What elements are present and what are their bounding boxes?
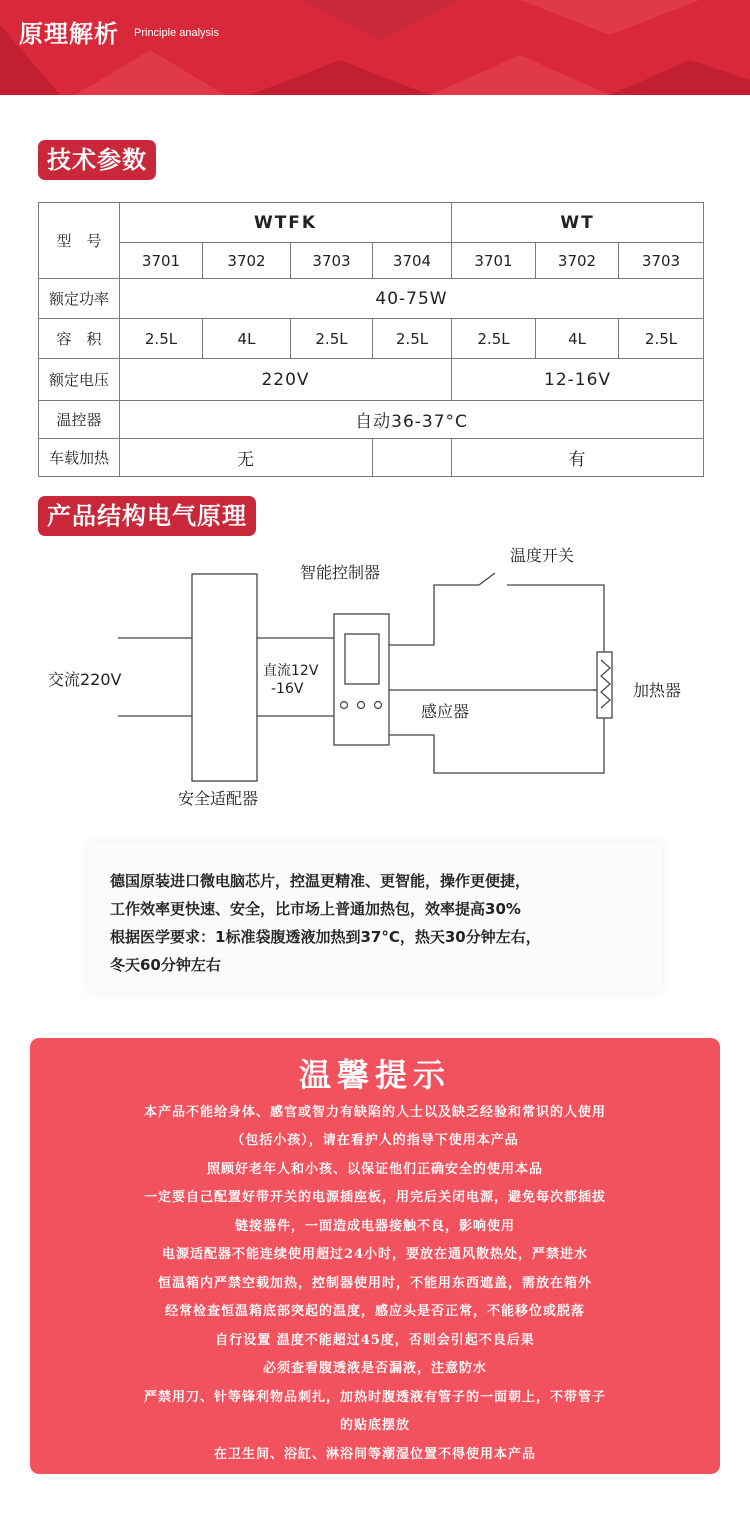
volume-cell: 2.5L bbox=[452, 319, 536, 359]
car-heating-label: 车载加热 bbox=[39, 439, 120, 477]
tip-line: 经常检查恒温箱底部突起的温度，感应头是否正常，不能移位或脱落 bbox=[164, 1304, 585, 1319]
description-line: 根据医学要求：1标准袋腹透液加热到37°C，热天30分钟左右， bbox=[110, 928, 541, 946]
volume-cell: 2.5L bbox=[120, 319, 203, 359]
car-heating-value: 无 bbox=[120, 439, 373, 477]
group-header: WTFK bbox=[120, 203, 452, 243]
thermostat-value: 自动36-37°C bbox=[120, 401, 704, 439]
voltage-value: 220V bbox=[120, 359, 452, 401]
heater-label: 加热器 bbox=[633, 681, 682, 700]
description-line: 工作效率更快速、安全，比市场上普通加热包，效率提高30% bbox=[110, 900, 521, 918]
circuit-section-title: 产品结构电气原理 bbox=[38, 496, 256, 536]
volume-cell: 4L bbox=[536, 319, 619, 359]
power-label: 额定功率 bbox=[39, 279, 120, 319]
tip-line: （包括小孩），请在看护人的指导下使用本产品 bbox=[231, 1133, 519, 1148]
circuit-diagram bbox=[0, 540, 750, 830]
model-cell: 3701 bbox=[452, 243, 536, 279]
tip-line: 的贴底摆放 bbox=[339, 1418, 410, 1433]
model-cell: 3702 bbox=[536, 243, 619, 279]
dc-label: 直流12V bbox=[263, 663, 319, 679]
voltage-label: 额定电压 bbox=[39, 359, 120, 401]
model-cell: 3702 bbox=[203, 243, 291, 279]
volume-cell: 4L bbox=[203, 319, 291, 359]
model-cell: 3701 bbox=[120, 243, 203, 279]
tips-title: 温馨提示 bbox=[298, 1056, 451, 1094]
description-line: 冬天60分钟左右 bbox=[110, 956, 221, 974]
spec-table bbox=[38, 202, 704, 477]
voltage-value: 12-16V bbox=[452, 359, 704, 401]
tip-line: 必须查看腹透液是否漏液，注意防水 bbox=[262, 1361, 487, 1376]
tip-line: 本产品不能给身体、感官或智力有缺陷的人士以及缺乏经验和常识的人使用 bbox=[143, 1105, 606, 1120]
model-cell: 3703 bbox=[291, 243, 373, 279]
model-cell: 3704 bbox=[373, 243, 452, 279]
tip-line: 自行设置 温度不能超过45度，否则会引起不良后果 bbox=[215, 1333, 535, 1348]
tip-line: 一定要自己配置好带开关的电源插座板，用完后关闭电源，避免每次都插拔 bbox=[143, 1190, 606, 1205]
controller-label: 智能控制器 bbox=[300, 563, 381, 582]
tip-line: 照顾好老年人和小孩、以保证他们正确安全的使用本品 bbox=[206, 1162, 543, 1177]
description-box bbox=[88, 842, 662, 992]
empty-cell bbox=[373, 439, 452, 477]
thermostat-label: 温控器 bbox=[39, 401, 120, 439]
description-line: 德国原装进口微电脑芯片，控温更精准、更智能，操作更便捷， bbox=[110, 872, 531, 890]
spec-section-title: 技术参数 bbox=[38, 140, 156, 180]
page-subtitle: Principle analysis bbox=[134, 27, 219, 39]
volume-cell: 2.5L bbox=[619, 319, 704, 359]
adapter-box bbox=[192, 574, 257, 781]
power-value: 40-75W bbox=[120, 279, 704, 319]
tip-line: 电源适配器不能连续使用超过24小时，要放在通风散热处，严禁进水 bbox=[161, 1247, 589, 1262]
group-header: WT bbox=[452, 203, 704, 243]
volume-cell: 2.5L bbox=[373, 319, 452, 359]
tip-line: 在卫生间、浴缸、淋浴间等潮湿位置不得使用本产品 bbox=[213, 1447, 536, 1462]
header-banner bbox=[0, 0, 750, 95]
sensor-label: 感应器 bbox=[421, 702, 470, 721]
heater-icon bbox=[592, 652, 612, 718]
car-heating-value: 有 bbox=[452, 439, 704, 477]
controller-display bbox=[345, 634, 379, 684]
dc-label: -16V bbox=[271, 681, 304, 697]
adapter-label: 安全适配器 bbox=[178, 789, 259, 808]
switch-label: 温度开关 bbox=[510, 546, 575, 565]
volume-cell: 2.5L bbox=[291, 319, 373, 359]
tip-line: 恒温箱内严禁空载加热，控制器使用时，不能用东西遮盖，需放在箱外 bbox=[157, 1276, 592, 1291]
ac-label: 交流220V bbox=[48, 670, 122, 689]
model-label: 型 号 bbox=[39, 203, 120, 279]
tip-line: 严禁用刀、针等锋利物品刺扎，加热时腹透液有管子的一面朝上，不带管子 bbox=[143, 1390, 606, 1405]
tips-box bbox=[30, 1038, 720, 1474]
model-cell: 3703 bbox=[619, 243, 704, 279]
page-title: 原理解析 bbox=[19, 20, 119, 48]
volume-label: 容 积 bbox=[39, 319, 120, 359]
tip-line: 链接器件，一面造成电器接触不良，影响使用 bbox=[234, 1219, 515, 1234]
